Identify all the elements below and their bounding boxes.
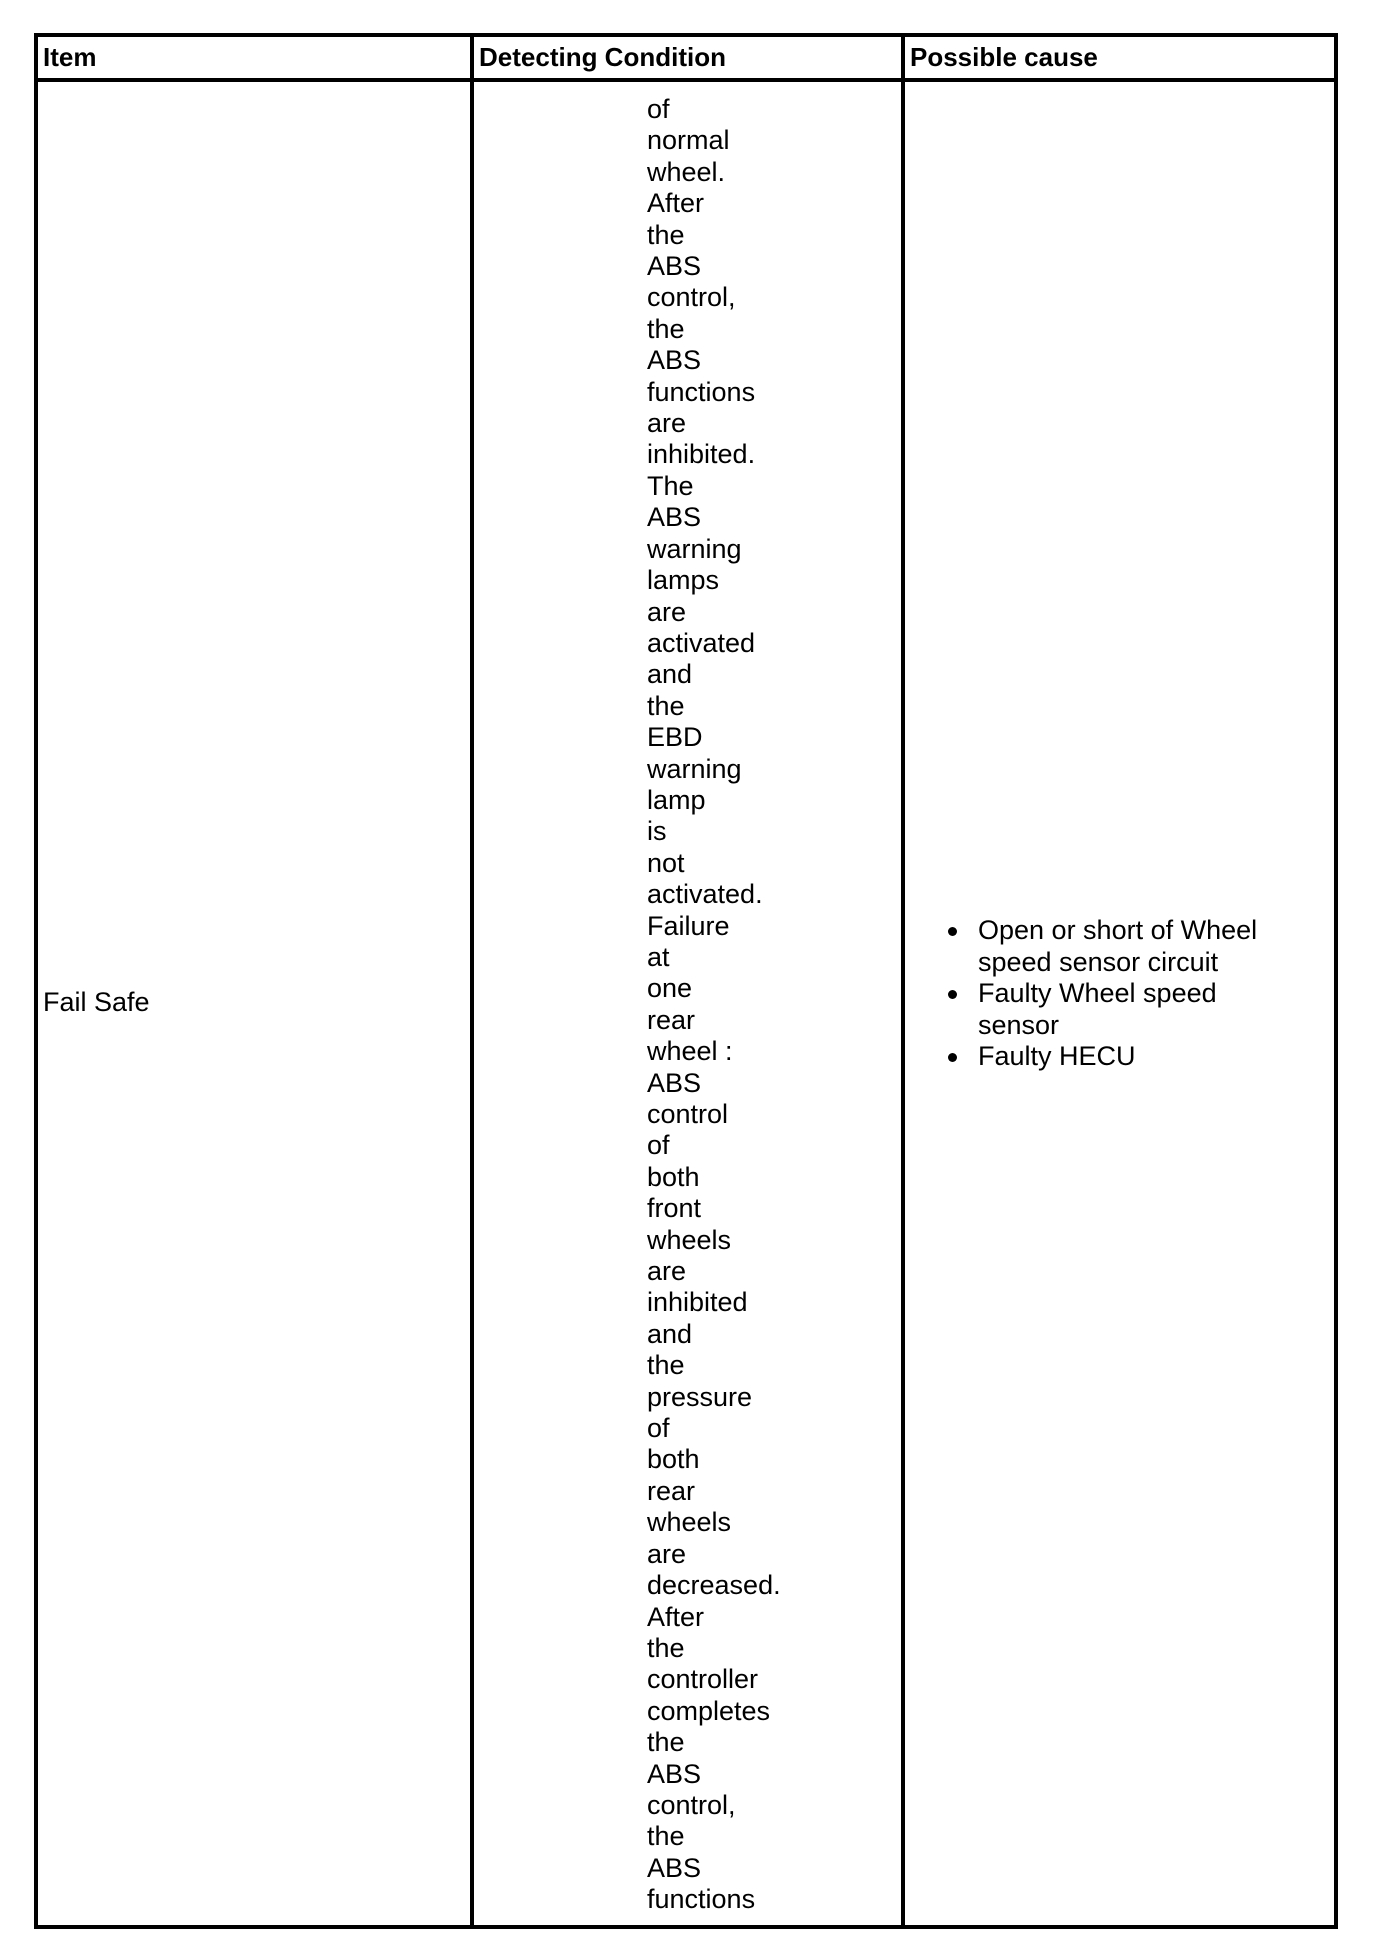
header-detecting-condition: Detecting Condition [479,42,726,72]
possible-cause-item [940,978,1280,1041]
condition-word: Failure [647,910,730,941]
condition-word: EBD [647,722,703,753]
condition-word: are [647,596,687,627]
condition-word: warning [647,753,742,784]
condition-word: ABS [647,251,702,282]
condition-word: functions [647,376,756,407]
condition-word: control, [647,282,736,313]
condition-word: the [647,219,685,250]
condition-word: the [647,690,685,721]
condition-word: wheels [647,1507,732,1538]
condition-word: ABS [647,1758,702,1789]
possible-cause-item [940,915,1280,978]
condition-word: both [647,1161,700,1192]
header-item: Item [43,42,97,72]
condition-word: inhibited [647,1287,748,1318]
condition-word: of [647,1130,670,1161]
condition-word: and [647,659,693,690]
condition-word: wheel : [647,1036,733,1067]
possible-cause-list [940,915,1280,1073]
condition-word: rear [647,1475,696,1506]
condition-word: ABS [647,345,702,376]
condition-word: pressure [647,1381,753,1412]
possible-cause-text: Open or short of Wheel speed sensor circuit [978,915,1258,977]
condition-word: decreased. [647,1570,781,1601]
possible-cause-text: Faulty Wheel speed sensor [978,978,1217,1040]
column-divider-1 [470,37,474,1925]
possible-cause-item [940,1041,1280,1073]
condition-word: is [647,816,667,847]
condition-word: of [647,94,670,124]
condition-word: activated. [647,879,763,910]
condition-word: the [647,1727,685,1758]
condition-word: of [647,1413,670,1444]
condition-word: not [647,847,685,878]
condition-word: at [647,941,670,972]
condition-word: lamp [647,784,706,815]
item-cell: Fail Safe [43,987,150,1017]
condition-word: ABS [647,1852,702,1883]
condition-word: normal [647,125,730,156]
possible-cause-text: Faulty HECU [978,1041,1136,1071]
condition-word: are [647,1256,687,1287]
condition-word: lamps [647,565,720,596]
condition-word: wheel. [647,156,726,187]
condition-word: are [647,408,687,439]
condition-word: wheels [647,1224,732,1255]
condition-word: front [647,1193,702,1224]
bullet-icon [948,990,957,999]
condition-word: warning [647,533,742,564]
table-header-row [38,37,1334,82]
condition-word: After [647,1601,705,1632]
condition-word: control, [647,1789,736,1820]
column-divider-2 [901,37,905,1925]
condition-word: inhibited. [647,439,756,470]
condition-word: ABS [647,1067,702,1098]
bullet-icon [948,927,957,936]
condition-word: controller [647,1664,759,1695]
condition-word: ABS [647,502,702,533]
condition-word: both [647,1444,700,1475]
condition-word: activated [647,627,756,658]
condition-word: the [647,1821,685,1852]
condition-word: completes [647,1695,771,1726]
condition-word: are [647,1538,687,1569]
bullet-icon [948,1053,957,1062]
condition-word: The [647,470,694,501]
condition-word: one [647,973,693,1004]
condition-word: the [647,1632,685,1663]
condition-word: the [647,1350,685,1381]
condition-word: control [647,1099,729,1129]
condition-word: the [647,313,685,344]
detecting-condition-cell [647,94,781,1916]
condition-word: After [647,188,705,219]
header-possible-cause: Possible cause [910,42,1098,72]
condition-word: and [647,1318,693,1349]
condition-word: rear [647,1004,696,1035]
condition-word: functions [647,1884,756,1915]
